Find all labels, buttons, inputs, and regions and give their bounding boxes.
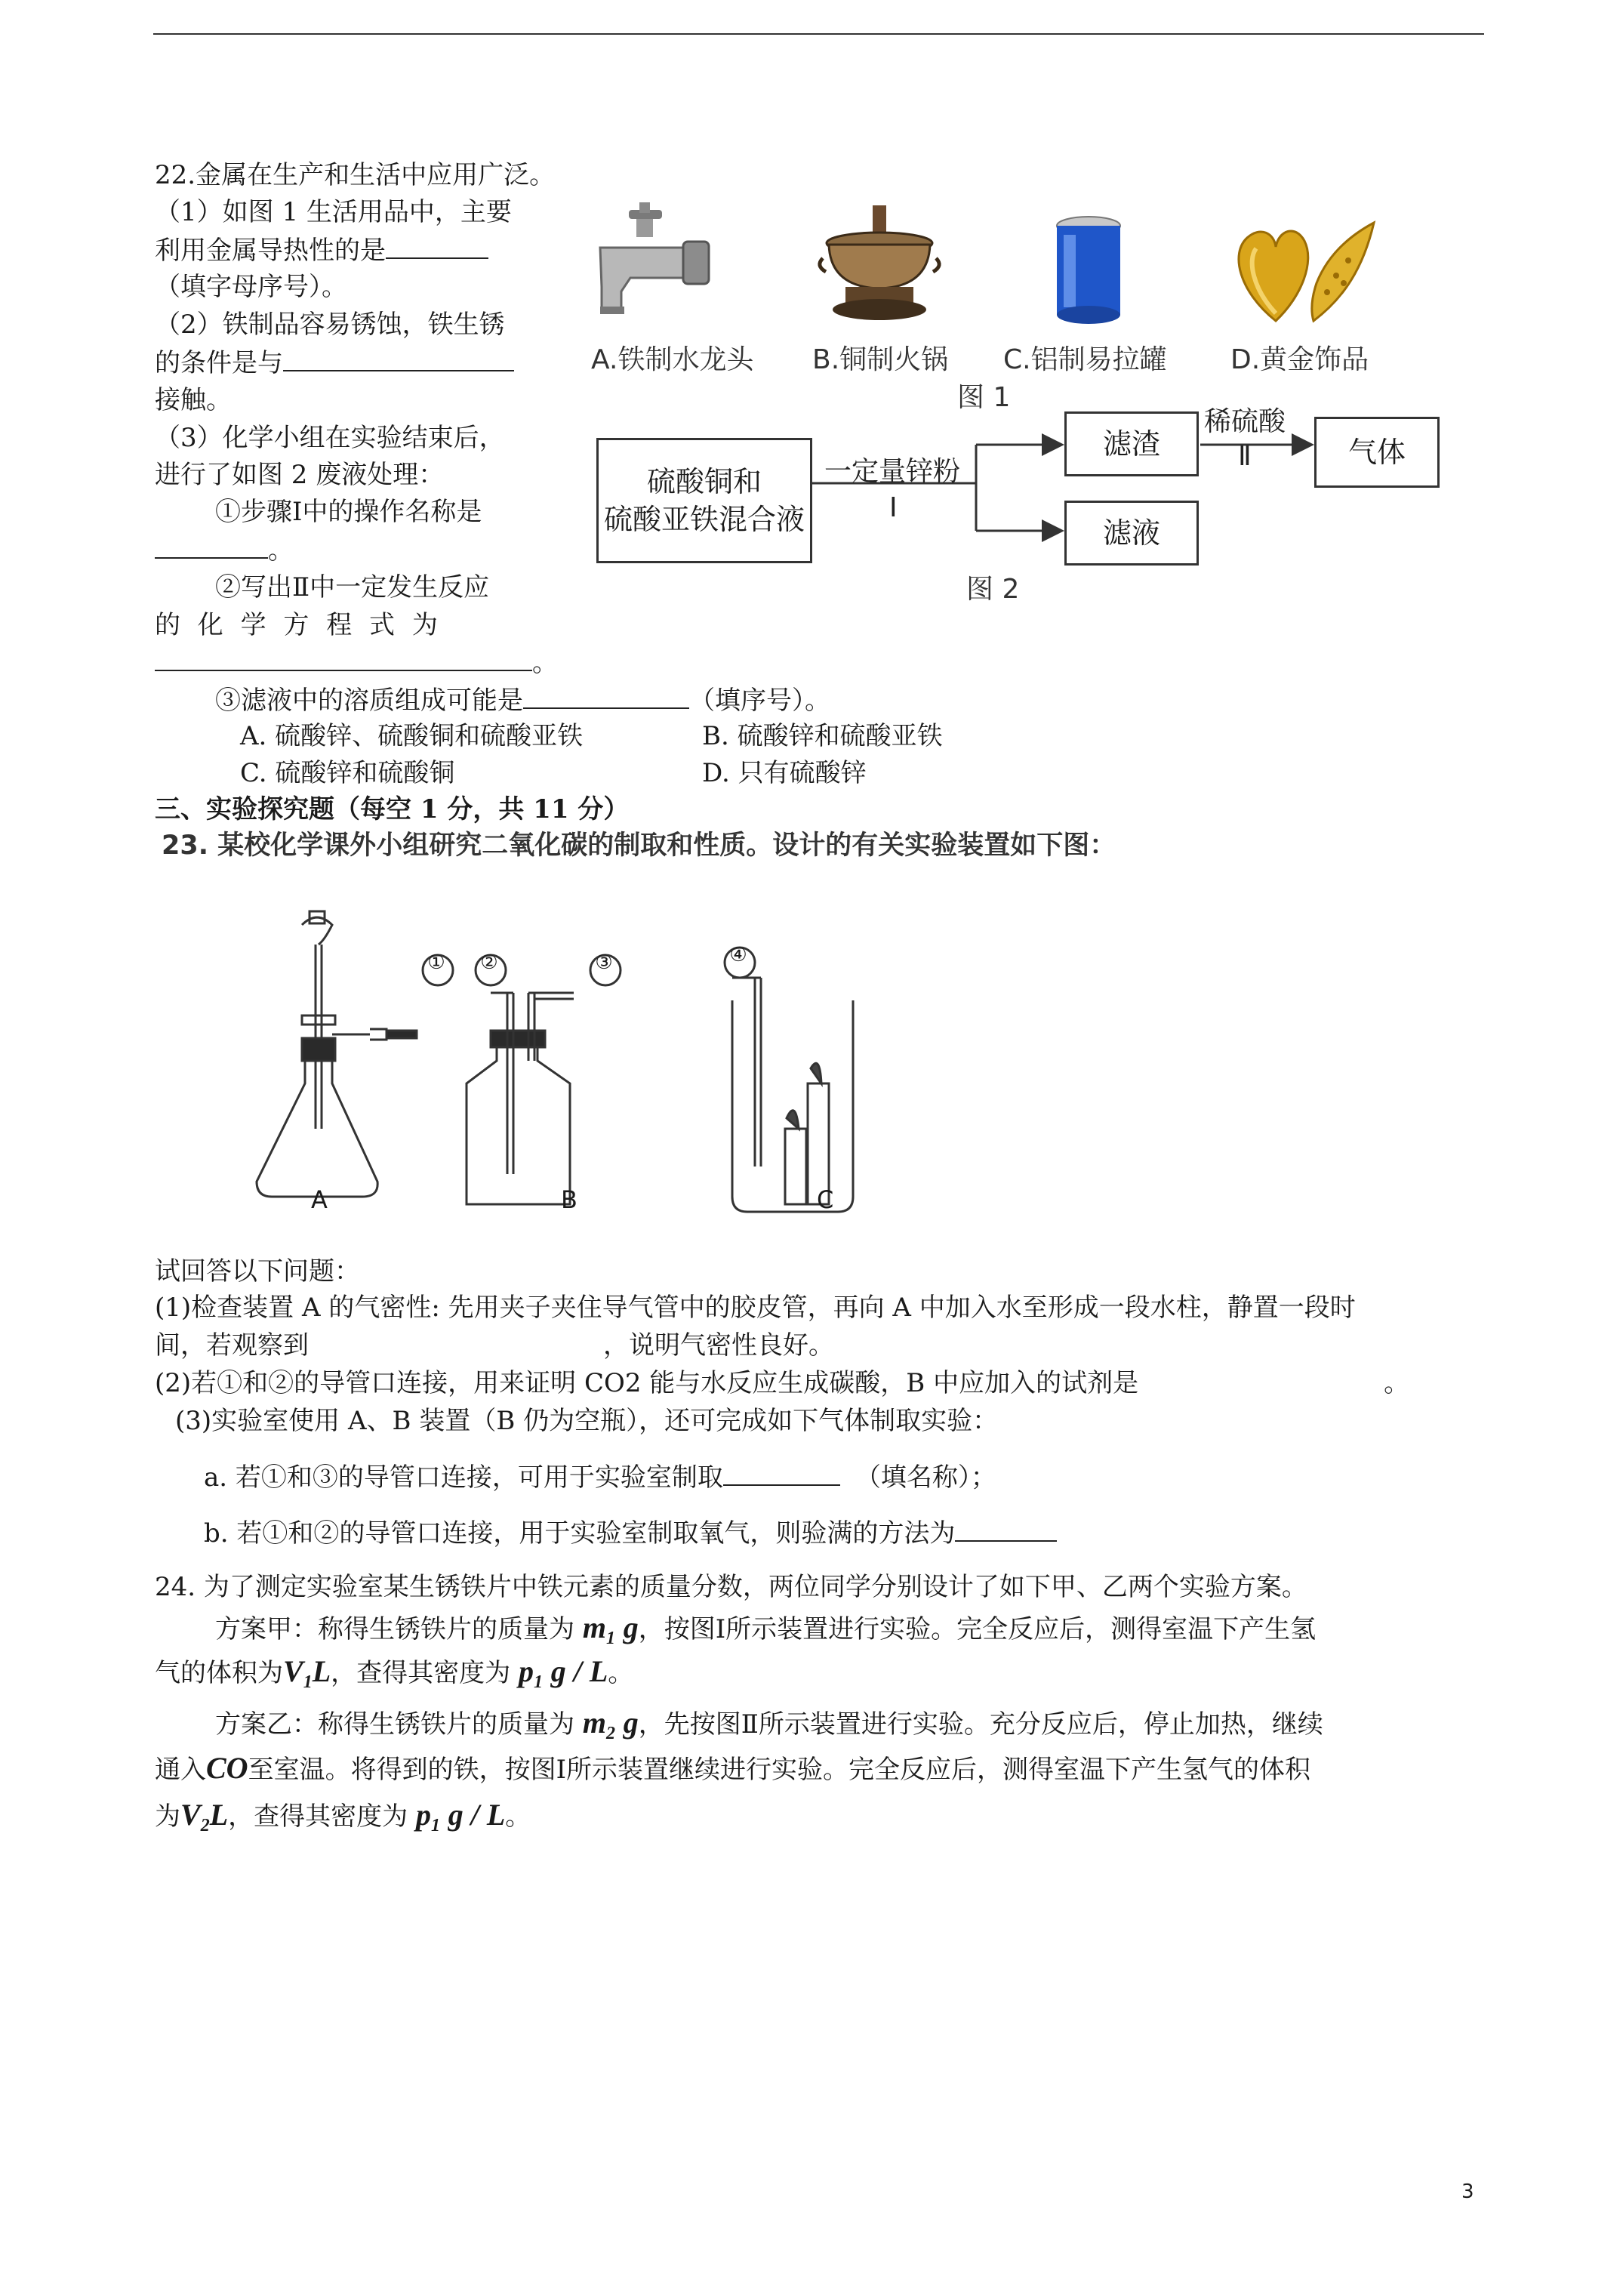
fig2-filtrate-box: 滤液 (1064, 501, 1199, 566)
q24-b5: 为 (155, 1801, 180, 1832)
q24-a1: 方案甲：称得生锈铁片的质量为 (215, 1614, 574, 1644)
q24-plan-a-line2 (155, 1654, 634, 1697)
q22-s3 (215, 685, 830, 716)
faucet-image (585, 202, 713, 323)
q23-q1-end: ，说明气密性良好。 (603, 1330, 834, 1361)
q22-s1-line2 (155, 535, 294, 566)
q22-answer-blank-3[interactable] (155, 535, 268, 559)
q24-plan-b-line2 (155, 1753, 1310, 1785)
q23-q1-answer-space[interactable] (309, 1331, 603, 1354)
q24-p1-a: p (518, 1654, 534, 1688)
q24-title: 24. 为了测定实验室某生锈铁片中铁元素的质量分数，两位同学分别设计了如下甲、乙两个实验方案。 (155, 1572, 1307, 1602)
fig2-step2-num: Ⅱ (1238, 441, 1252, 472)
q24-b1: 方案乙：称得生锈铁片的质量为 (215, 1709, 574, 1740)
q24-m1-sub: 1 (605, 1628, 615, 1648)
q23-q1-line1: (1)检查装置 A 的气密性: 先用夹子夹住导气管中的胶皮管，再向 A 中加入水至形成一段水柱，静置一段时 (155, 1293, 1356, 1323)
q24-plan-a-line1 (215, 1610, 1317, 1653)
fig1-label-c: C.铝制易拉罐 (1003, 344, 1167, 375)
section3-heading: 三、实验探究题（每空 1 分，共 11 分） (155, 794, 630, 824)
q22-p2-line1: （2）铁制品容易锈蚀，铁生锈 (155, 310, 505, 340)
q23-q1-line2 (155, 1330, 834, 1361)
q22-option-d: D. 只有硫酸锌 (702, 758, 867, 788)
q24-l2: L (209, 1798, 229, 1832)
q22-s2-line3 (155, 647, 558, 678)
q22-s3-text: ③滤液中的溶质组成可能是 (215, 686, 523, 716)
q24-v1-sub: 1 (303, 1672, 313, 1692)
fig1-label-d: D.黄金饰品 (1230, 344, 1369, 375)
q24-a5: 。 (608, 1658, 634, 1688)
q24-v2: V (180, 1798, 201, 1832)
q22-p2-text: 的条件是与 (155, 348, 283, 378)
q24-v2-sub: 2 (200, 1815, 210, 1835)
q23-q3: (3)实验室使用 A、B 装置（B 仍为空瓶），还可完成如下气体制取实验： (175, 1406, 999, 1436)
fig2-step2-label: 稀硫酸 (1204, 406, 1286, 437)
apparatus-port-3: ③ (595, 951, 613, 974)
q24-p1-b-sub: 1 (430, 1815, 440, 1835)
q24-plan-b-line3 (155, 1800, 531, 1841)
fig2-gas-box: 气体 (1314, 417, 1440, 488)
q24-l1: L (312, 1654, 331, 1688)
q24-a4: ，查得其密度为 (331, 1658, 511, 1688)
q24-b7: 。 (505, 1801, 531, 1832)
q23-qa (204, 1462, 996, 1493)
fig2-start-box: 硫酸铜和 硫酸亚铁混合液 (596, 438, 812, 563)
fig2-residue-box: 滤渣 (1064, 411, 1199, 476)
fig2-caption: 图 2 (966, 574, 1020, 605)
q22-p1-line1: （1）如图 1 生活用品中，主要 (155, 197, 512, 227)
q22-p3-line1: （3）化学小组在实验结束后， (155, 423, 505, 453)
q23-q2 (155, 1368, 1409, 1398)
fig1-label-a: A.铁制水龙头 (591, 344, 754, 375)
q24-b6: ，查得其密度为 (228, 1801, 408, 1832)
gold-jewelry-image (1230, 208, 1381, 328)
q24-g1: g (623, 1610, 639, 1644)
q23-qa-text: a. 若①和③的导管口连接，可用于实验室制取 (204, 1462, 723, 1493)
q22-p3-line2: 进行了如图 2 废液处理： (155, 460, 445, 490)
q22-s3-end: （填序号）。 (689, 686, 830, 716)
q23-title: 23. 某校化学课外小组研究二氧化碳的制取和性质。设计的有关实验装置如下图： (162, 831, 1116, 861)
q24-p1-b: p (415, 1798, 431, 1832)
q23-qa-answer-blank[interactable] (723, 1462, 840, 1486)
apparatus-label-b: B (561, 1185, 577, 1214)
q23-prompt: 试回答以下问题： (155, 1256, 360, 1287)
apparatus-port-4: ④ (729, 944, 747, 966)
fig1-caption: 图 1 (957, 382, 1011, 413)
q23-q1-text: 间，若观察到 (155, 1330, 309, 1361)
q22-title: 22.金属在生产和生活中应用广泛。 (155, 160, 556, 190)
q24-b3: 通入 (155, 1755, 206, 1785)
q23-qb-answer-blank[interactable] (955, 1518, 1057, 1542)
q23-qa-end: （填名称）； (855, 1462, 996, 1493)
q24-gl-b: g / L (448, 1798, 506, 1832)
q24-plan-b-line1 (215, 1708, 1323, 1749)
q22-option-b: B. 硫酸锌和硫酸亚铁 (702, 721, 943, 751)
hotpot-image (815, 204, 944, 325)
apparatus-port-2: ② (480, 951, 498, 974)
q24-m1: m (582, 1610, 606, 1644)
page-number: 3 (1461, 2180, 1474, 2203)
q24-b2: ，先按图Ⅱ所示装置进行实验。充分反应后，停止加热，继续 (638, 1709, 1323, 1740)
q22-answer-blank-5[interactable] (523, 685, 689, 709)
q22-p2-line2 (155, 347, 514, 378)
apparatus-label-c: C (817, 1185, 834, 1214)
q22-p1-line3: （填字母序号）。 (155, 272, 347, 302)
fig2-step1-label: 一定量锌粉 (824, 456, 961, 487)
q24-gl-a: g / L (550, 1654, 608, 1688)
q23-qb (204, 1518, 1057, 1549)
q23-q2-end: 。 (1384, 1368, 1410, 1398)
q22-answer-blank-4[interactable] (155, 647, 532, 671)
q22-s2-end: 。 (532, 648, 558, 678)
q24-p1-a-sub: 1 (533, 1672, 543, 1692)
q24-co: CO (206, 1751, 248, 1785)
q22-option-a: A. 硫酸锌、硫酸铜和硫酸亚铁 (240, 721, 584, 751)
q23-qb-text: b. 若①和②的导管口连接，用于实验室制取氧气，则验满的方法为 (204, 1518, 956, 1549)
q24-a3: 气的体积为 (155, 1658, 283, 1688)
q23-q2-text: (2)若①和②的导管口连接，用来证明 CO2 能与水反应生成碳酸，B 中应加入的试剂是 (155, 1368, 1139, 1398)
q24-g2: g (623, 1706, 639, 1740)
fig1-label-b: B.铜制火锅 (812, 344, 949, 375)
q22-p1-line2 (155, 235, 488, 266)
q22-p1-text: 利用金属导热性的是 (155, 236, 386, 266)
fig2-step1-num: Ⅰ (889, 492, 898, 523)
q23-q2-answer-space[interactable] (1138, 1369, 1384, 1391)
q24-v1: V (283, 1654, 303, 1688)
apparatus-port-1: ① (427, 951, 445, 974)
can-image (1047, 215, 1130, 328)
q22-s2-line1: ②写出Ⅱ中一定发生反应 (215, 572, 490, 603)
q24-b4: 至室温。将得到的铁，按图Ⅰ所示装置继续进行实验。完全反应后，测得室温下产生氢气的体积 (248, 1755, 1311, 1785)
q22-answer-blank-1[interactable] (386, 235, 488, 259)
q22-s2-line2: 的 化 学 方 程 式 为 (155, 610, 442, 640)
q22-s1: ①步骤Ⅰ中的操作名称是 (215, 497, 482, 527)
q22-option-c: C. 硫酸锌和硫酸铜 (240, 758, 455, 788)
q22-answer-blank-2[interactable] (283, 347, 514, 371)
q24-m2: m (582, 1706, 606, 1740)
q22-s1-end: 。 (268, 535, 294, 566)
header-rule (153, 33, 1484, 35)
q24-a2: ，按图Ⅰ所示装置进行实验。完全反应后，测得室温下产生氢 (638, 1614, 1317, 1644)
apparatus-label-a: A (311, 1185, 328, 1214)
q22-p2-line3: 接触。 (155, 385, 232, 415)
q24-m2-sub: 2 (605, 1723, 615, 1743)
